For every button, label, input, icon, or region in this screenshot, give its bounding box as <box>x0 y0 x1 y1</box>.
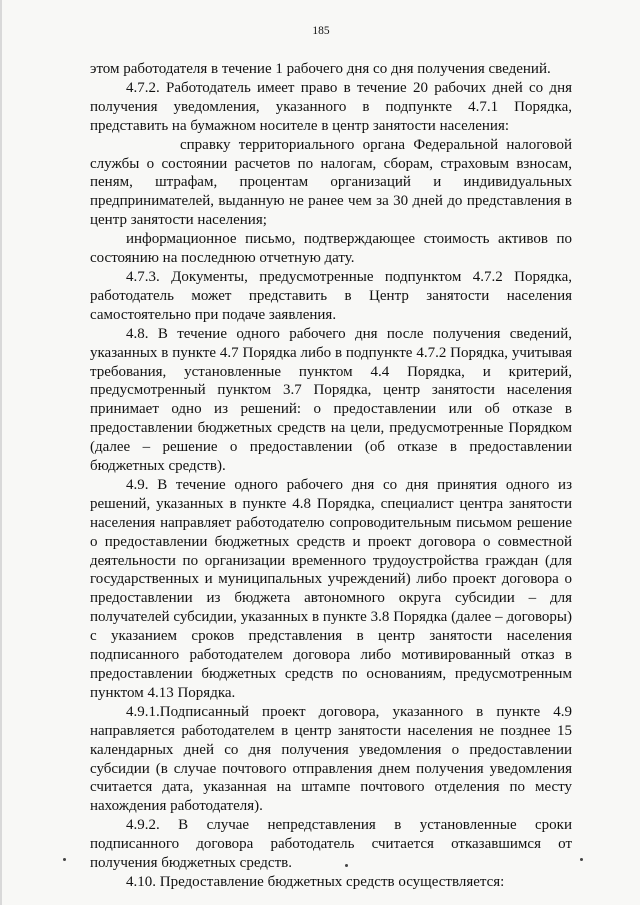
paragraph: информационное письмо, подтверждающее стоимость активов по состоянию на последнюю отчетную дату. <box>90 231 572 267</box>
page-number: 185 <box>312 25 330 37</box>
paragraph: 4.9.1.Подписанный проект договора, указанного в пункте 4.9 направляется работодателем в центр занятости населения не позднее 15 календарных дней со дня получения уведомления о предоставлении субсидии (в случае почтового отправления днем получения уведомления считается дата, указанная на штампе почтового отделения по месту нахождения работодателя). <box>90 703 572 815</box>
scan-speck <box>63 858 66 861</box>
paragraph: 4.8. В течение одного рабочего дня после получения сведений, указанных в пункте 4.7 Порядка либо в подпункте 4.7.2 Порядка, учитывая требования, установленные пунктом 4.4 Порядка, и критерий, предусмотренный пунктом 3.7 Порядка, центр занятости населения принимает одно из решений: о предоставлении или об отказе в предоставлении бюджетных средств на цели, предусмотренные Порядком (далее – решение о предоставлении (об отказе в предоставлении бюджетных средств). <box>90 325 572 475</box>
document-body <box>90 60 572 892</box>
paragraph: справку территориального органа Федеральной налоговой службы о состоянии расчетов по налогам, сборам, страховым взносам, пеням, штрафам, процентам организаций и индивидуальных предпринимателей, выданную не ранее чем за 30 дней до представления в центр занятости населения; <box>90 136 572 229</box>
scan-speck <box>580 858 583 861</box>
paragraph: 4.7.2. Работодатель имеет право в течение 20 рабочих дней со дня получения уведомления, указанного в подпункте 4.7.1 Порядка, представить на бумажном носителе в центр занятости населения: <box>90 79 572 134</box>
paragraph: 4.7.3. Документы, предусмотренные подпунктом 4.7.2 Порядка, работодатель может представить в Центр занятости населения самостоятельно при подаче заявления. <box>90 268 572 323</box>
paragraph: этом работодателя в течение 1 рабочего дня со дня получения сведений. <box>90 61 551 77</box>
paragraph: 4.9.2. В случае непредставления в установленные сроки подписанного договора работодатель считается отказавшимся от получения бюджетных средств. <box>90 817 572 872</box>
scan-speck <box>345 864 348 867</box>
paragraph: 4.9. В течение одного рабочего дня со дня принятия одного из решений, указанных в пункте 4.8 Порядка, специалист центра занятости населения направляет работодателю сопроводительным письмом решение о предоставлении бюджетных средств и проект договора о совместной деятельности по организации временного трудоустройства граждан (для государственных и муниципальных учреждений) либо проект договора о предоставлении из бюджета автономного округа субсидии – для получателей субсидии, указанных в пункте 3.8 Порядка (далее – договоры) с указанием сроков представления в центр занятости населения подписанного работодателем договора либо мотивированный отказ в предоставлении бюджетных средств по основаниям, предусмотренным пунктом 4.13 Порядка. <box>90 476 572 701</box>
paragraph: 4.10. Предоставление бюджетных средств осуществляется: <box>126 873 505 890</box>
